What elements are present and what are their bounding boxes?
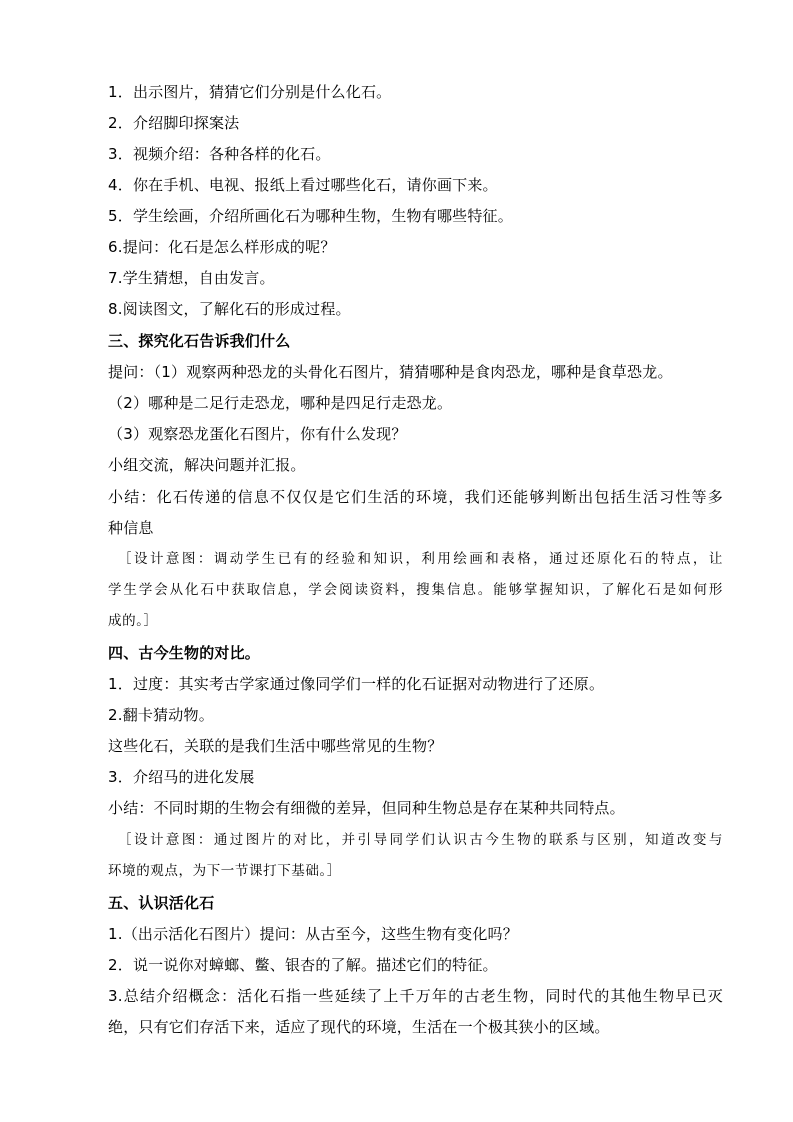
list-item: 3.总结介绍概念：活化石指一些延续了上千万年的古老生物，同时代的其他生物早已灭 <box>108 987 723 1005</box>
design-intent-line: ［设计意图：通过图片的对比，并引导同学们认识古今生物的联系与区别，知道改变与 <box>118 832 723 848</box>
list-item: 绝，只有它们存活下来，适应了现代的环境，生活在一个极其狭小的区域。 <box>108 1018 610 1036</box>
list-item: 8.阅读图文，了解化石的形成过程。 <box>108 300 351 318</box>
list-item: 3．视频介绍：各种各样的化石。 <box>108 145 331 163</box>
summary-line: 小结：不同时期的生物会有细微的差异，但同种生物总是存在某种共同特点。 <box>108 799 625 817</box>
list-item: 5．学生绘画，介绍所画化石为哪种生物，生物有哪些特征。 <box>108 207 513 225</box>
summary-line: 小结：化石传递的信息不仅仅是它们生活的环境，我们还能够判断出包括生活习性等多 <box>108 488 723 506</box>
list-item: 4．你在手机、电视、报纸上看过哪些化石，请你画下来。 <box>108 176 498 194</box>
list-item: 6.提问：化石是怎么样形成的呢？ <box>108 238 336 256</box>
section-heading: 四、古今生物的对比。 <box>108 644 261 662</box>
design-intent-line: ［设计意图：调动学生已有的经验和知识，利用绘画和表格，通过还原化石的特点，让 <box>118 551 723 567</box>
design-intent-line: 环境的观点，为下一节课打下基础。］ <box>108 863 341 879</box>
paragraph-line: 提问：（1）观察两种恐龙的头骨化石图片，猜猜哪种是食肉恐龙，哪种是食草恐龙。 <box>108 363 673 381</box>
list-item: 3．介绍马的进化发展 <box>108 768 255 786</box>
list-item: 7.学生猜想，自由发言。 <box>108 269 275 287</box>
list-item: 2．介绍脚印探案法 <box>108 114 240 132</box>
paragraph-line: （2）哪种是二足行走恐龙，哪种是四足行走恐龙。 <box>108 394 453 412</box>
list-item: 2．说一说你对蟑螂、鳖、银杏的了解。描述它们的特征。 <box>108 956 498 974</box>
list-item: 1．出示图片，猜猜它们分别是什么化石。 <box>108 83 392 101</box>
design-intent-line: 学生学会从化石中获取信息，学会阅读资料，搜集信息。能够掌握知识，了解化石是如何形 <box>108 582 723 598</box>
section-heading: 三、探究化石告诉我们什么 <box>108 332 291 350</box>
paragraph-line: （3）观察恐龙蛋化石图片，你有什么发现？ <box>108 425 407 443</box>
paragraph-line: 这些化石，关联的是我们生活中哪些常见的生物？ <box>108 737 443 755</box>
paragraph-line: 小组交流，解决问题并汇报。 <box>108 456 306 474</box>
section-heading: 五、认识活化石 <box>108 894 215 912</box>
list-item: 2.翻卡猜动物。 <box>108 706 214 724</box>
list-item: 1．过度：其实考古学家通过像同学们一样的化石证据对动物进行了还原。 <box>108 675 605 693</box>
design-intent-line: 成的。］ <box>108 613 158 629</box>
list-item: 1.（出示活化石图片）提问：从古至今，这些生物有变化吗？ <box>108 925 518 943</box>
summary-line: 种信息 <box>108 519 154 537</box>
